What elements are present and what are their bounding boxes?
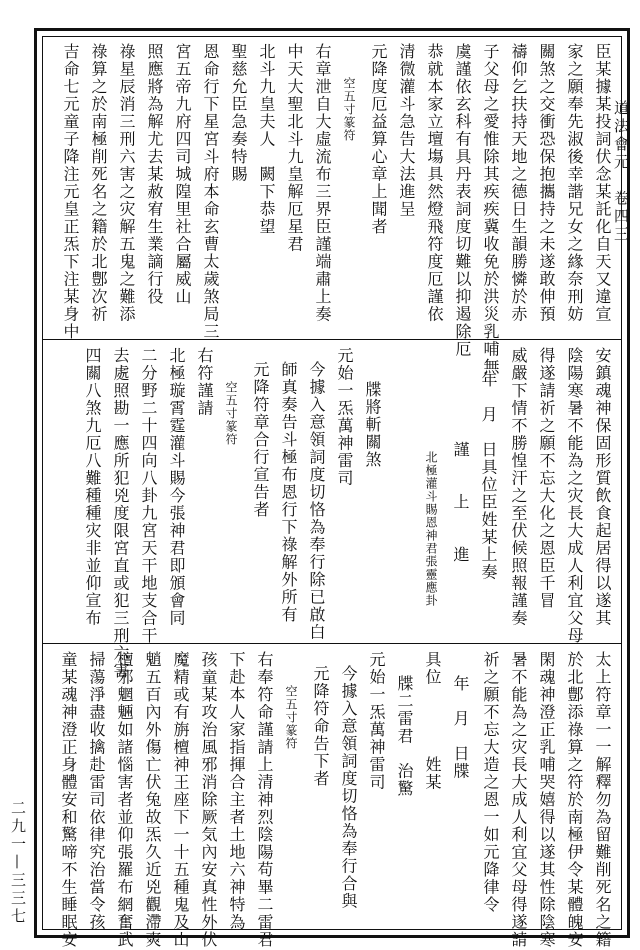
text-column: 下赴本人家指揮合主者土地六神特為 — [227, 651, 246, 931]
date-line: 年 月 日牒 — [451, 675, 470, 780]
text-column: 四關八煞九厄八難種種灾非並仰宣布 — [83, 347, 102, 627]
text-column: 禱仰乞扶持天地之德日生韻勝憐於赤 — [509, 43, 528, 323]
text-column: 威嚴下情不勝惶汗之至伏候照報謹奏 — [509, 347, 528, 627]
text-column: 右符謹請 — [195, 347, 214, 417]
text-column: 吉命七元童子降注元皇正炁下注某身中 — [61, 43, 80, 341]
text-column: 元降符章合行宣告者 — [251, 361, 270, 519]
text-column: 子父母之愛惟除其疾疾冀收免於洪災乳哺無 — [481, 43, 500, 376]
date-line: 年 月 日具位臣姓某上奏 — [479, 371, 498, 581]
text-column: 掃蕩淨盡收擒赴雷司依律究治當令孩 — [87, 651, 106, 931]
text-column: 魈五百內外傷亡伏兔故炁久近兇觀滯爽 — [143, 651, 162, 949]
page-frame — [34, 28, 630, 949]
panel-top — [43, 37, 621, 376]
text-column: 清微灌斗急告大法進呈 — [397, 43, 416, 218]
text-column: 具位 姓某 — [423, 651, 442, 791]
panel-divider — [43, 339, 621, 340]
text-column: 暑不能為之灾長大成人利宜父母得遂請 — [509, 651, 528, 949]
text-column: 宮五帝九府四司城隍里社合屬威山 — [173, 43, 192, 306]
talisman-note: 空五寸篆符 — [342, 77, 356, 142]
text-column: 恭就本家立壇塲具然燈飛符度厄謹依 — [425, 43, 444, 323]
text-column: 照應將為解尤去某赦宥生業謫行役 — [145, 43, 164, 306]
panel-middle — [43, 341, 621, 680]
text-column: 祿算之於南極削死名之籍於北鄷次祈 — [89, 43, 108, 323]
text-column: 關煞之交衝恐保抱攜持之未遂敢伸預 — [537, 43, 556, 323]
text-column: 太上符章一一解釋勿為留難削死名之籍 — [593, 651, 612, 949]
text-column: 童某魂神澄正身體安和驚啼不生睡眠安 — [59, 651, 78, 949]
text-column: 閑魂神澄正乳哺哭嬉得以遂其性除陰寒 — [537, 651, 556, 949]
text-column: 北斗九皇夫人 闕下恭望 — [257, 43, 276, 236]
text-column: 得遂請祈之願不忘大化之恩臣千冒 — [537, 347, 556, 610]
page-number: 二九一—三三七 — [9, 800, 27, 926]
text-column: 虞謹依玄科有具丹表詞度切難以抑遏除厄 — [453, 43, 472, 358]
text-column: 中天大聖北斗九皇解厄星君 — [285, 43, 304, 253]
text-column: 北極璇霄霆灌斗賜今張神君即頒會同 — [167, 347, 186, 627]
text-column: 元始一炁萬神雷司 — [335, 347, 354, 487]
panel-divider — [43, 643, 621, 644]
text-column: 安鎮魂神保固形質飲食起居得以遂其 — [593, 347, 612, 627]
text-column: 祈之願不忘大造之恩一如元降律令 — [481, 651, 500, 914]
text-column: 於北鄷添祿算之符於南極伊令某體魄安 — [565, 651, 584, 949]
text-column: 家之願奉先淑後幸諧兄女之緣奈刑妨 — [565, 43, 584, 323]
text-column: 元降度厄益算心章上聞者 — [369, 43, 388, 236]
text-column: 祿星辰消三刑六害之灾解五鬼之難添 — [117, 43, 136, 323]
text-column: 師真奏告斗極布恩行下祿解外所有 — [279, 361, 298, 624]
panel-bottom — [43, 645, 621, 949]
text-column: 今據入意領詞度切恪為奉行合與 — [339, 665, 358, 910]
text-column: 檀邪魍魎如諸惱害者並仰張羅布網奮武 — [115, 651, 134, 949]
text-column: 元始一炁萬神雷司 — [367, 651, 386, 791]
text-column: 元降符命告下者 — [311, 665, 330, 788]
text-column: 二分野二十四向八卦九宮天干地支合干 — [139, 347, 158, 645]
text-column: 魔精或有旃檀神王座下一十五種鬼及山 — [171, 651, 190, 949]
text-column: 右章泄自大虛流布三界臣謹端肅上奏 — [313, 43, 332, 323]
talisman-note: 空五寸篆符 — [224, 381, 238, 446]
text-column: 陰陽寒暑不能為之灾長大成人利宜父母 — [565, 347, 584, 645]
text-column: 孩童某攻治風邪消除厥気內安真性外伏 — [199, 651, 218, 949]
text-area — [42, 36, 622, 949]
text-column: 謹 上 進 — [451, 441, 470, 564]
text-column: 去處照勘一應所犯兇度限宮直或犯三刑六害 — [111, 347, 130, 680]
text-column: 恩命行下星宮斗府本命玄曹太歲煞局三 — [201, 43, 220, 341]
text-column: 牒將斬關煞 — [363, 381, 382, 469]
text-column: 北極灌斗賜恩神君張靈應卦 — [424, 451, 438, 607]
text-column: 牒二雷君 治驚 — [395, 675, 414, 798]
volume-title: 道法會元 卷四三 — [612, 100, 630, 244]
text-column: 聖慈允臣急奏特賜 — [229, 43, 248, 183]
text-column: 右奉符命謹請上清神烈陰陽苟畢二雷君 — [255, 651, 274, 949]
text-column: 今據入意領詞度切恪為奉行除已啟白 — [307, 361, 326, 641]
text-column: 臣某據某投詞伏念某託化自天又違宣 — [593, 43, 612, 323]
talisman-note: 空五寸篆符 — [284, 685, 298, 750]
